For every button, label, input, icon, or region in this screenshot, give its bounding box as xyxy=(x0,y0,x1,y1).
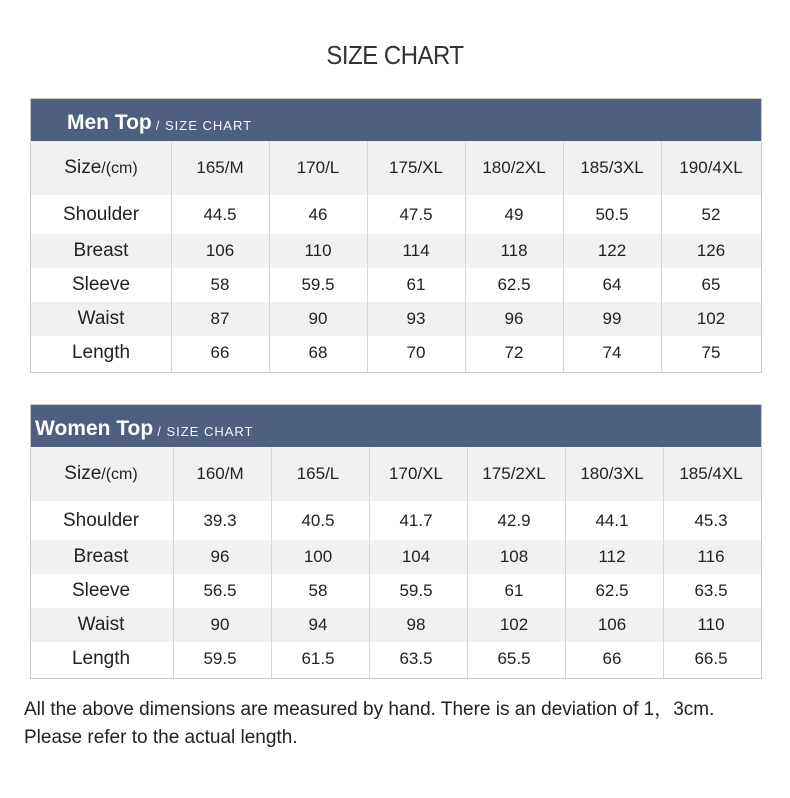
measurement-value: 94 xyxy=(308,615,328,634)
measurement-value: 96 xyxy=(504,309,524,328)
measurement-label: Shoulder xyxy=(62,509,140,531)
column-divider xyxy=(467,447,468,678)
men-table-header xyxy=(31,99,761,141)
column-divider xyxy=(173,447,174,678)
measurement-note xyxy=(24,696,784,752)
measurement-value: 75 xyxy=(701,343,721,362)
measurement-value: 46 xyxy=(308,204,328,224)
women-size-table xyxy=(30,404,762,679)
measurement-value: 39.3 xyxy=(203,510,237,530)
measurement-value: 45.3 xyxy=(694,510,728,530)
measurement-value: 44.5 xyxy=(203,204,237,224)
measurement-value: 126 xyxy=(696,241,726,260)
measurement-value: 90 xyxy=(210,615,230,634)
measurement-label: Breast xyxy=(73,546,129,567)
measurement-label: Breast xyxy=(73,240,129,261)
size-label: Size xyxy=(64,157,102,178)
measurement-value: 99 xyxy=(602,309,622,328)
note-line-1: All the above dimensions are measured by hand. There is an deviation of 1，3cm. xyxy=(24,699,715,720)
measurement-value: 108 xyxy=(499,547,529,566)
measurement-value: 96 xyxy=(210,547,230,566)
column-divider xyxy=(269,141,270,372)
measurement-value: 112 xyxy=(598,547,626,566)
column-divider xyxy=(565,447,566,678)
measurement-value: 40.5 xyxy=(301,510,335,530)
measurement-value: 106 xyxy=(597,615,627,634)
measurement-value: 64 xyxy=(602,275,622,294)
measurement-value: 116 xyxy=(697,547,725,566)
column-divider xyxy=(367,141,368,372)
column-divider xyxy=(271,447,272,678)
measurement-value: 47.5 xyxy=(399,204,433,224)
measurement-value: 59.5 xyxy=(399,581,433,600)
measurement-value: 110 xyxy=(304,241,332,260)
measurement-value: 66.5 xyxy=(694,649,728,668)
size-column-header: 185/3XL xyxy=(580,158,644,177)
measurement-value: 56.5 xyxy=(203,581,237,600)
measurement-value: 59.5 xyxy=(301,275,335,294)
size-column-header: 175/XL xyxy=(389,158,443,177)
size-column-header: 170/XL xyxy=(389,464,443,483)
measurement-value: 74 xyxy=(602,343,622,362)
measurement-value: 61 xyxy=(406,275,426,294)
measurement-value: 41.7 xyxy=(399,510,433,530)
measurement-value: 106 xyxy=(205,241,235,260)
column-divider xyxy=(661,141,662,372)
measurement-value: 65 xyxy=(701,275,721,294)
measurement-value: 63.5 xyxy=(399,649,433,668)
measurement-value: 104 xyxy=(401,547,431,566)
measurement-value: 118 xyxy=(500,241,528,260)
measurement-value: 59.5 xyxy=(203,649,237,668)
measurement-label: Sleeve xyxy=(71,580,131,601)
measurement-value: 100 xyxy=(303,547,333,566)
table-row xyxy=(31,540,761,574)
size-unit: /(cm) xyxy=(101,466,138,483)
column-divider xyxy=(465,141,466,372)
measurement-value: 114 xyxy=(402,241,430,260)
size-unit: /(cm) xyxy=(101,160,138,177)
measurement-value: 49 xyxy=(504,204,524,224)
table-row xyxy=(31,234,761,268)
measurement-value: 44.1 xyxy=(595,510,629,530)
size-column-header: 190/4XL xyxy=(679,158,743,177)
size-column-header: 180/2XL xyxy=(482,158,546,177)
note-line-2: Please refer to the actual length. xyxy=(24,727,298,748)
measurement-value: 102 xyxy=(499,615,529,634)
measurement-value: 61.5 xyxy=(301,649,335,668)
women-table-header xyxy=(31,405,761,447)
table-row xyxy=(31,336,761,370)
women-table-title: Women Top xyxy=(35,417,154,440)
column-divider xyxy=(369,447,370,678)
size-column-header: 160/M xyxy=(196,464,244,483)
column-divider xyxy=(663,447,664,678)
measurement-value: 110 xyxy=(697,615,725,634)
measurement-value: 58 xyxy=(308,581,328,600)
measurement-value: 62.5 xyxy=(595,581,629,600)
women-size-header-row xyxy=(31,447,761,501)
column-divider xyxy=(563,141,564,372)
size-column-header: 180/3XL xyxy=(580,464,644,483)
men-size-table xyxy=(30,98,762,373)
measurement-value: 87 xyxy=(210,309,230,328)
measurement-value: 62.5 xyxy=(497,275,531,294)
measurement-value: 72 xyxy=(504,343,524,362)
table-row xyxy=(31,574,761,608)
table-row xyxy=(31,501,761,540)
women-table-subtitle: / SIZE CHART xyxy=(157,424,254,439)
measurement-value: 70 xyxy=(406,343,426,362)
size-column-header: 185/4XL xyxy=(679,464,743,483)
table-row xyxy=(31,642,761,676)
men-table-subtitle: / SIZE CHART xyxy=(155,118,253,133)
measurement-value: 63.5 xyxy=(694,581,728,600)
table-row xyxy=(31,268,761,302)
size-column-header: 165/L xyxy=(296,464,340,483)
table-row xyxy=(31,608,761,642)
men-table-title: Men Top xyxy=(67,111,152,134)
measurement-value: 98 xyxy=(406,615,426,634)
measurement-label: Waist xyxy=(77,308,125,329)
measurement-label: Length xyxy=(71,342,131,363)
measurement-value: 58 xyxy=(210,275,230,294)
measurement-value: 65.5 xyxy=(497,649,531,668)
measurement-label: Length xyxy=(71,648,131,669)
size-label: Size xyxy=(64,463,102,484)
page-title: SIZE CHART xyxy=(326,40,464,70)
size-column-header: 170/L xyxy=(296,158,340,177)
measurement-value: 66 xyxy=(210,343,230,362)
measurement-label: Shoulder xyxy=(62,203,140,225)
measurement-value: 122 xyxy=(597,241,627,260)
measurement-value: 66 xyxy=(602,649,622,668)
women-size-header-label xyxy=(31,463,171,485)
measurement-value: 42.9 xyxy=(497,510,531,530)
men-size-header-label xyxy=(31,157,171,179)
measurement-value: 93 xyxy=(406,309,426,328)
size-column-header: 175/2XL xyxy=(482,464,546,483)
measurement-value: 68 xyxy=(308,343,328,362)
measurement-label: Sleeve xyxy=(71,274,131,295)
measurement-value: 52 xyxy=(701,204,721,224)
measurement-value: 61 xyxy=(504,581,524,600)
size-column-header: 165/M xyxy=(196,158,244,177)
measurement-value: 90 xyxy=(308,309,328,328)
table-row xyxy=(31,195,761,234)
table-row xyxy=(31,302,761,336)
measurement-label: Waist xyxy=(77,614,125,635)
men-size-header-row xyxy=(31,141,761,195)
measurement-value: 50.5 xyxy=(595,204,629,224)
measurement-value: 102 xyxy=(696,309,726,328)
column-divider xyxy=(171,141,172,372)
